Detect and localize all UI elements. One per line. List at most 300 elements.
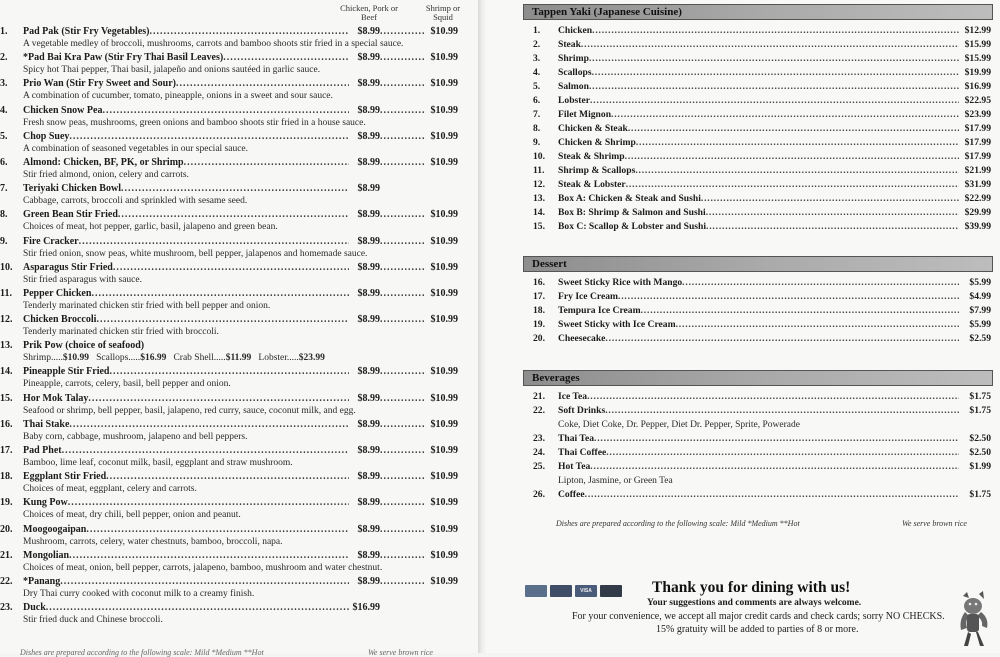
price-meat: $8.99 bbox=[357, 287, 380, 299]
item-price: $16.99 bbox=[964, 81, 991, 92]
item-description: A combination of seasoned vegetables in our special sauce. bbox=[23, 143, 249, 154]
item-row bbox=[23, 208, 458, 221]
dot-leader bbox=[589, 80, 959, 94]
menu-item bbox=[533, 390, 991, 404]
dot-leader bbox=[380, 104, 424, 117]
dot-leader bbox=[88, 392, 349, 405]
item-number: 4. bbox=[533, 67, 541, 78]
menu-item bbox=[0, 392, 470, 418]
item-name: Ice Tea bbox=[558, 391, 588, 402]
section-item-list bbox=[533, 390, 991, 502]
dot-leader bbox=[636, 136, 959, 150]
item-price: $29.99 bbox=[964, 207, 991, 218]
price-meat: $8.99 bbox=[357, 471, 380, 483]
item-price: $31.99 bbox=[964, 179, 991, 190]
item-description: Bamboo, lime leaf, coconut milk, basil, eggplant and straw mushroom. bbox=[23, 458, 293, 468]
price-seafood: $10.99 bbox=[430, 445, 458, 456]
item-number: 6. bbox=[533, 95, 541, 106]
dot-leader bbox=[91, 287, 349, 300]
item-description: Cabbage, carrots, broccoli and sprinkled with sesame seed. bbox=[23, 196, 248, 207]
item-number: 11. bbox=[0, 287, 12, 299]
dot-leader bbox=[594, 432, 959, 446]
item-price: $4.99 bbox=[969, 291, 991, 302]
item-name: Chicken bbox=[558, 25, 593, 36]
item-number: 24. bbox=[533, 447, 545, 458]
seafood-option-label: Shrimp..... bbox=[23, 353, 63, 364]
menu-item bbox=[0, 51, 470, 77]
dot-leader bbox=[380, 575, 424, 588]
dot-leader bbox=[676, 318, 959, 332]
item-number: 20. bbox=[533, 333, 545, 344]
item-row bbox=[23, 182, 458, 195]
price-seafood: $10.99 bbox=[430, 52, 458, 64]
item-price: $5.99 bbox=[969, 319, 991, 330]
dot-leader bbox=[605, 332, 959, 346]
item-description: Mushroom, carrots, celery, water chestnuts, bamboo, broccoli, napa. bbox=[23, 536, 283, 547]
item-name: Thai Stake bbox=[23, 418, 70, 430]
item-price: $21.99 bbox=[964, 165, 991, 176]
credit-card-logos bbox=[525, 585, 622, 597]
item-number: 13. bbox=[0, 340, 13, 352]
menu-item bbox=[533, 178, 991, 192]
item-name: Sweet Sticky with Ice Cream bbox=[558, 319, 676, 330]
price-seafood: $10.99 bbox=[430, 549, 458, 561]
dot-leader bbox=[606, 446, 959, 460]
price-meat: $8.99 bbox=[357, 314, 380, 326]
item-number: 26. bbox=[533, 489, 545, 500]
item-description: Tenderly marinated chicken stir fried with broccoli. bbox=[23, 327, 219, 338]
item-number: 5. bbox=[533, 81, 541, 92]
dot-leader bbox=[380, 365, 424, 378]
dot-leader bbox=[69, 130, 349, 143]
dot-leader bbox=[706, 220, 959, 234]
price-meat: $16.99 bbox=[352, 602, 380, 614]
menu-item bbox=[0, 313, 470, 339]
item-name: Lobster bbox=[558, 95, 590, 106]
item-name: Hor Mok Talay bbox=[23, 392, 89, 404]
item-number: 9. bbox=[0, 235, 8, 247]
item-row bbox=[23, 601, 458, 614]
item-price: $19.99 bbox=[964, 67, 991, 78]
item-name: Sweet Sticky Rice with Mango bbox=[558, 277, 683, 288]
price-meat: $8.99 bbox=[357, 78, 380, 90]
item-row bbox=[23, 575, 458, 588]
price-meat: $8.99 bbox=[357, 156, 380, 168]
menu-item bbox=[533, 150, 991, 164]
dot-leader bbox=[641, 304, 959, 318]
item-description: Stir fried duck and Chinese broccoli. bbox=[23, 615, 163, 626]
seafood-option-label: Crab Shell..... bbox=[173, 353, 226, 364]
item-number: 8. bbox=[0, 209, 8, 221]
item-number: 7. bbox=[533, 109, 541, 120]
price-meat: $8.99 bbox=[357, 130, 380, 142]
seafood-option-price: $11.99 bbox=[225, 353, 252, 364]
item-number: 15. bbox=[533, 221, 545, 232]
dot-leader bbox=[106, 470, 349, 483]
menu-item bbox=[0, 549, 470, 575]
item-row bbox=[23, 392, 458, 405]
price-seafood: $10.99 bbox=[430, 392, 458, 404]
item-number: 22. bbox=[0, 575, 13, 587]
menu-item bbox=[0, 156, 470, 182]
item-name: Teriyaki Chicken Bowl bbox=[23, 183, 121, 195]
item-row bbox=[23, 523, 458, 536]
item-name: Shrimp bbox=[558, 53, 589, 64]
dot-leader bbox=[113, 261, 349, 274]
item-number: 18. bbox=[0, 471, 13, 483]
item-name: Fry Ice Cream bbox=[558, 291, 619, 302]
menu-item bbox=[533, 66, 991, 80]
dot-leader bbox=[625, 150, 959, 164]
dot-leader bbox=[68, 496, 349, 509]
item-number: 2. bbox=[0, 52, 8, 64]
price-seafood: $10.99 bbox=[430, 156, 458, 168]
item-name: Fire Cracker bbox=[23, 235, 79, 247]
menu-item bbox=[533, 488, 991, 502]
credit-card-icon bbox=[600, 585, 622, 597]
dot-leader bbox=[706, 206, 959, 220]
item-name: Pad Pak (Stir Fry Vegetables) bbox=[23, 26, 150, 37]
item-number: 4. bbox=[0, 104, 8, 116]
item-name: Filet Mignon bbox=[558, 109, 612, 120]
item-name: Asparagus Stir Fried bbox=[23, 261, 113, 273]
item-name: Moogoogaipan bbox=[23, 523, 87, 535]
item-price: $22.95 bbox=[964, 95, 991, 106]
dot-leader bbox=[96, 313, 349, 326]
menu-item bbox=[533, 318, 991, 332]
price-meat: $8.99 bbox=[357, 209, 380, 221]
item-price: $2.50 bbox=[969, 447, 991, 458]
menu-item bbox=[533, 220, 991, 234]
price-meat: $8.99 bbox=[357, 549, 380, 561]
item-row bbox=[23, 287, 458, 300]
price-seafood: $10.99 bbox=[430, 287, 458, 299]
credit-card-icon bbox=[525, 585, 547, 597]
dot-leader bbox=[611, 108, 959, 122]
price-seafood: $10.99 bbox=[430, 104, 458, 116]
item-row bbox=[23, 496, 458, 509]
item-description: Choices of meat, dry chili, bell pepper, onion and peanut. bbox=[23, 510, 241, 521]
item-description: Fresh snow peas, mushrooms, green onions and bamboo shoots stir fried in a house sauce. bbox=[23, 117, 366, 128]
dot-leader bbox=[589, 52, 959, 66]
item-name: Soft Drinks bbox=[558, 405, 606, 416]
item-number: 21. bbox=[0, 549, 13, 561]
item-description: A vegetable medley of broccoli, mushrooms, carrots and bamboo shoots stir fried in a special sauce. bbox=[23, 39, 404, 49]
menu-item bbox=[0, 444, 470, 470]
item-number: 22. bbox=[533, 405, 545, 416]
dot-leader bbox=[585, 488, 959, 502]
menu-item bbox=[0, 523, 470, 549]
item-number: 18. bbox=[533, 305, 545, 316]
price-column-headers bbox=[330, 4, 478, 24]
item-number: 3. bbox=[0, 78, 8, 90]
menu-item bbox=[0, 261, 470, 287]
item-description: Choices of meat, hot pepper, garlic, basil, jalapeno and green bean. bbox=[23, 222, 278, 233]
item-number: 10. bbox=[533, 151, 545, 162]
menu-item bbox=[0, 130, 470, 156]
item-number: 12. bbox=[533, 179, 545, 190]
item-description: Seafood or shrimp, bell pepper, basil, jalapeno, red curry, sauce, coconut milk, and egg. bbox=[23, 405, 356, 416]
section-item-list bbox=[533, 24, 991, 234]
seafood-option-price: $16.99 bbox=[140, 353, 167, 364]
item-name: Mongolian bbox=[23, 549, 70, 561]
menu-item bbox=[533, 304, 991, 318]
entree-list bbox=[0, 25, 470, 627]
dot-leader bbox=[605, 404, 959, 418]
item-row bbox=[23, 156, 458, 169]
price-seafood: $10.99 bbox=[430, 523, 458, 535]
section-header: Beverages bbox=[523, 370, 993, 386]
dot-leader bbox=[380, 549, 424, 562]
dot-leader bbox=[682, 276, 959, 290]
item-row bbox=[23, 77, 458, 90]
item-price: $17.99 bbox=[964, 151, 991, 162]
item-description: Choices of meat, eggplant, celery and carrots. bbox=[23, 484, 197, 495]
dot-leader bbox=[380, 235, 424, 248]
menu-item bbox=[0, 182, 470, 208]
item-row bbox=[23, 365, 458, 378]
dot-leader bbox=[62, 444, 349, 457]
item-name: Steak bbox=[558, 39, 581, 50]
price-meat: $8.99 bbox=[357, 523, 380, 535]
item-description: Lipton, Jasmine, or Green Tea bbox=[558, 476, 673, 486]
item-row bbox=[23, 444, 458, 457]
item-description: Coke, Diet Coke, Dr. Pepper, Diet Dr. Pepper, Sprite, Powerade bbox=[558, 420, 800, 430]
item-name: Cheesecake bbox=[558, 333, 606, 344]
item-number: 2. bbox=[533, 39, 541, 50]
menu-item bbox=[533, 290, 991, 304]
brown-rice-note: We serve brown rice bbox=[902, 519, 967, 528]
menu-item bbox=[533, 24, 991, 38]
item-number: 3. bbox=[533, 53, 541, 64]
menu-item bbox=[0, 235, 470, 261]
menu-item bbox=[0, 418, 470, 444]
dot-leader bbox=[380, 208, 424, 221]
dot-leader bbox=[118, 208, 349, 221]
menu-item bbox=[533, 460, 991, 474]
dot-leader bbox=[592, 24, 959, 38]
item-description: Tenderly marinated chicken stir fried with bell pepper and onion. bbox=[23, 300, 271, 311]
price-seafood: $10.99 bbox=[430, 418, 458, 430]
item-name: Chop Suey bbox=[23, 130, 70, 142]
dot-leader bbox=[223, 51, 349, 64]
dot-leader bbox=[380, 523, 424, 536]
menu-item bbox=[533, 332, 991, 346]
menu-item bbox=[0, 287, 470, 313]
dot-leader bbox=[380, 287, 424, 300]
item-name: Coffee bbox=[558, 489, 585, 500]
dot-leader bbox=[184, 156, 349, 169]
item-description: Stir fried asparagus with sauce. bbox=[23, 274, 142, 285]
item-number: 16. bbox=[0, 418, 13, 430]
item-number: 14. bbox=[0, 366, 13, 378]
item-name: Chicken & Steak bbox=[558, 123, 628, 134]
dot-leader bbox=[592, 66, 959, 80]
price-meat: $8.99 bbox=[357, 497, 380, 509]
menu-item bbox=[0, 365, 470, 391]
item-price: $1.99 bbox=[969, 461, 991, 472]
menu-item bbox=[0, 339, 470, 365]
item-description: Choices of meat, onion, bell pepper, carrots, jalapeno, bamboo, mushroom and water chestnut. bbox=[23, 562, 383, 573]
menu-item bbox=[0, 77, 470, 103]
item-number: 21. bbox=[533, 391, 545, 402]
item-name: Box C: Scallop & Lobster and Sushi bbox=[558, 221, 707, 232]
dot-leader bbox=[46, 601, 349, 614]
item-number: 20. bbox=[0, 523, 13, 535]
dot-leader bbox=[380, 496, 424, 509]
item-price: $39.99 bbox=[964, 221, 991, 232]
item-name: Tempura Ice Cream bbox=[558, 305, 641, 316]
menu-item bbox=[533, 446, 991, 460]
item-description: Spicy hot Thai pepper, Thai basil, jalapeño and onions sautéed in garlic sauce. bbox=[23, 65, 321, 76]
item-name: Hot Tea bbox=[558, 461, 591, 472]
item-number: 6. bbox=[0, 156, 8, 168]
item-name: *Pad Bai Kra Paw (Stir Fry Thai Basil Leaves) bbox=[23, 52, 224, 64]
item-number: 8. bbox=[533, 123, 541, 134]
item-name: Prik Pow (choice of seafood) bbox=[23, 340, 145, 352]
item-row bbox=[23, 261, 458, 274]
gratuity-note: 15% gratuity will be added to parties of 8 or more. bbox=[656, 624, 859, 635]
dot-leader bbox=[79, 235, 349, 248]
item-number: 7. bbox=[0, 183, 8, 195]
item-name: Shrimp & Scallops bbox=[558, 165, 636, 176]
left-rice-note: We serve brown rice bbox=[368, 648, 433, 657]
item-price: $2.59 bbox=[969, 333, 991, 344]
price-meat: $8.99 bbox=[357, 366, 380, 378]
item-price: $15.99 bbox=[964, 39, 991, 50]
price-meat: $8.99 bbox=[357, 183, 380, 195]
item-price: $23.99 bbox=[964, 109, 991, 120]
menu-item bbox=[0, 25, 470, 51]
item-name: Steak & Shrimp bbox=[558, 151, 625, 162]
item-row bbox=[23, 339, 458, 352]
dot-leader bbox=[121, 182, 349, 195]
seafood-option-label: Scallops..... bbox=[96, 353, 141, 364]
item-description: Dry Thai curry cooked with coconut milk to a creamy finish. bbox=[23, 588, 255, 599]
price-seafood: $10.99 bbox=[430, 26, 458, 37]
price-meat: $8.99 bbox=[357, 26, 380, 37]
menu-item bbox=[533, 206, 991, 220]
seafood-option-price: $10.99 bbox=[62, 353, 89, 364]
item-name: Thai Coffee bbox=[558, 447, 607, 458]
item-description: Stir fried almond, onion, celery and carrots. bbox=[23, 169, 189, 180]
payment-note: For your convenience, we accept all major credit cards and check cards; sorry NO CHECKS. bbox=[572, 611, 945, 622]
price-seafood: $10.99 bbox=[430, 78, 458, 90]
menu-item bbox=[533, 192, 991, 206]
item-number: 9. bbox=[533, 137, 541, 148]
left-scale-note: Dishes are prepared according to the following scale: Mild *Medium **Hot bbox=[20, 648, 264, 657]
item-name: Eggplant Stir Fried bbox=[23, 471, 107, 483]
seafood-option-label: Lobster..... bbox=[258, 353, 299, 364]
menu-item bbox=[533, 108, 991, 122]
menu-item bbox=[533, 94, 991, 108]
item-row bbox=[23, 549, 458, 562]
menu-item bbox=[533, 136, 991, 150]
item-row bbox=[23, 235, 458, 248]
item-name: Box B: Shrimp & Salmon and Sushi bbox=[558, 207, 706, 218]
item-number: 17. bbox=[533, 291, 545, 302]
item-row bbox=[23, 51, 458, 64]
menu-item bbox=[0, 470, 470, 496]
item-price: $7.99 bbox=[969, 305, 991, 316]
dot-leader bbox=[176, 77, 349, 90]
item-name: Pineapple Stir Fried bbox=[23, 366, 110, 378]
credit-card-icon bbox=[550, 585, 572, 597]
item-name: *Panang bbox=[23, 575, 61, 587]
dot-leader bbox=[626, 178, 959, 192]
thank-you-subtitle: Your suggestions and comments are always welcome. bbox=[647, 598, 862, 608]
item-row bbox=[23, 313, 458, 326]
item-row bbox=[23, 130, 458, 143]
item-description: Stir fried onion, snow peas, white mushroom, bell pepper, jalapenos and homemade sauce. bbox=[23, 248, 368, 259]
item-name: Kung Pow bbox=[23, 497, 68, 509]
item-price: $5.99 bbox=[969, 277, 991, 288]
dot-leader bbox=[701, 192, 959, 206]
item-number: 23. bbox=[533, 433, 545, 444]
dot-leader bbox=[60, 575, 349, 588]
column-head-meat: Chicken, Pork or Beef bbox=[340, 3, 398, 22]
item-name: Thai Tea bbox=[558, 433, 594, 444]
item-description: A combination of cucumber, tomato, pineapple, onions in a sweet and sour sauce. bbox=[23, 91, 333, 102]
dot-leader bbox=[102, 104, 349, 117]
item-price: $17.99 bbox=[964, 137, 991, 148]
seafood-options bbox=[23, 352, 332, 365]
menu-item bbox=[533, 38, 991, 52]
dot-leader bbox=[380, 156, 424, 169]
dot-leader bbox=[109, 365, 349, 378]
price-seafood: $10.99 bbox=[430, 130, 458, 142]
item-name: Box A: Chicken & Steak and Sushi bbox=[558, 193, 701, 204]
item-number: 12. bbox=[0, 314, 13, 326]
item-price: $1.75 bbox=[969, 391, 991, 402]
item-number: 11. bbox=[533, 165, 545, 176]
menu-item bbox=[533, 52, 991, 66]
item-price: $1.75 bbox=[969, 405, 991, 416]
price-seafood: $10.99 bbox=[430, 497, 458, 509]
dot-leader bbox=[380, 444, 424, 457]
dot-leader bbox=[380, 418, 424, 431]
dot-leader bbox=[86, 523, 349, 536]
column-head-seafood: Shrimp or Squid bbox=[425, 3, 461, 22]
price-meat: $8.99 bbox=[357, 104, 380, 116]
menu-item bbox=[0, 496, 470, 522]
menu-item bbox=[533, 122, 991, 136]
menu-item bbox=[0, 575, 470, 601]
menu-item bbox=[533, 80, 991, 94]
section-header: Dessert bbox=[523, 256, 993, 272]
item-number: 15. bbox=[0, 392, 13, 404]
thank-you-title: Thank you for dining with us! bbox=[652, 579, 851, 596]
dot-leader bbox=[380, 470, 424, 483]
price-seafood: $10.99 bbox=[430, 235, 458, 247]
item-name: Green Bean Stir Fried bbox=[23, 209, 118, 221]
price-seafood: $10.99 bbox=[430, 261, 458, 273]
item-number: 25. bbox=[533, 461, 545, 472]
dot-leader bbox=[581, 38, 959, 52]
item-row bbox=[23, 418, 458, 431]
menu-item bbox=[533, 276, 991, 290]
price-meat: $8.99 bbox=[357, 445, 380, 456]
menu-item bbox=[0, 601, 470, 627]
item-number: 10. bbox=[0, 261, 13, 273]
price-meat: $8.99 bbox=[357, 235, 380, 247]
menu-item bbox=[0, 104, 470, 130]
item-price: $1.75 bbox=[969, 489, 991, 500]
seafood-option-price: $23.99 bbox=[298, 353, 325, 364]
dot-leader bbox=[590, 94, 959, 108]
price-meat: $8.99 bbox=[357, 392, 380, 404]
item-name: Scallops bbox=[558, 67, 592, 78]
